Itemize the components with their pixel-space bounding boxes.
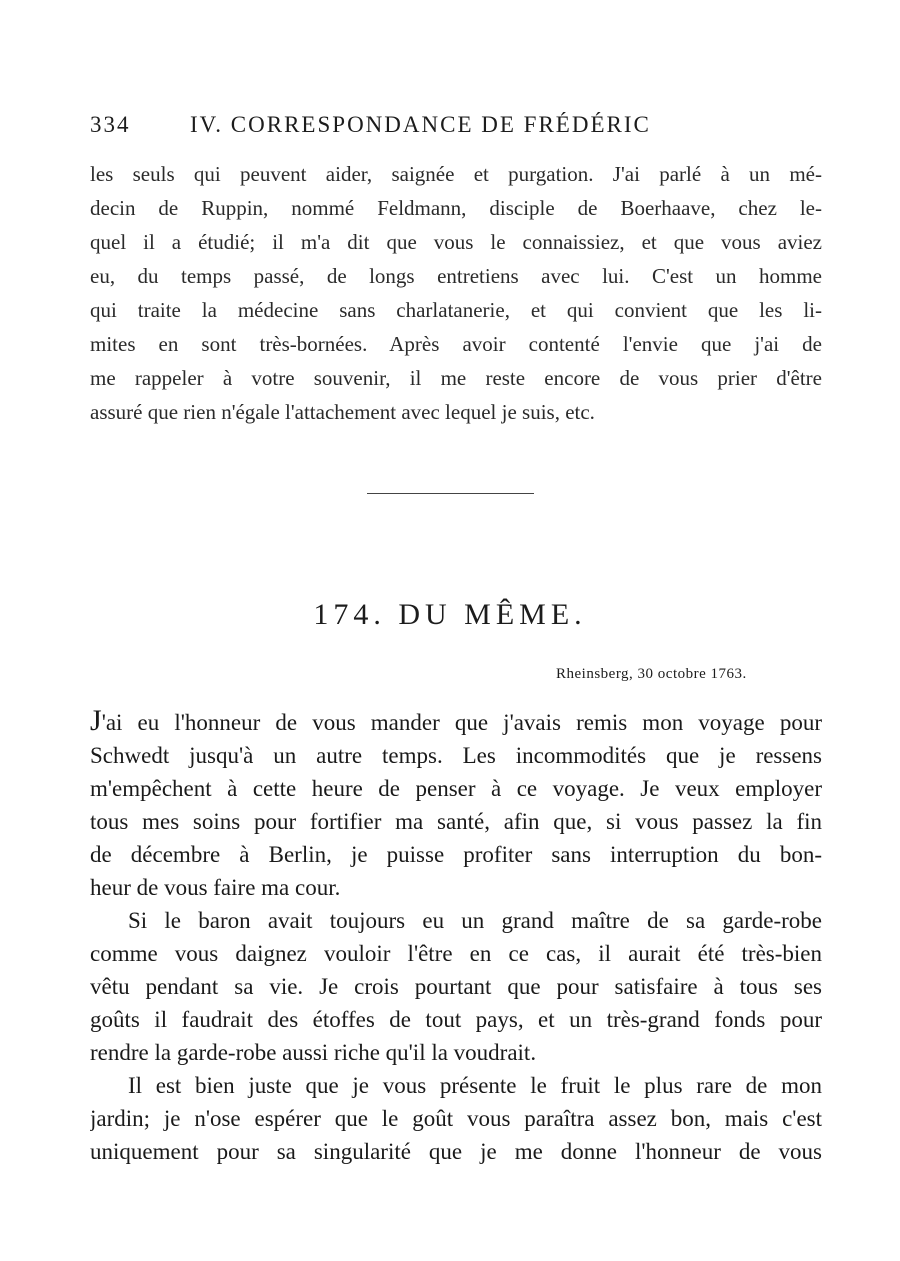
- text-line: comme vous daignez vouloir l'être en ce cas, il aurait été très-bien: [90, 941, 822, 966]
- text-line: m'empêchent à cette heure de penser à ce voyage. Je veux employer: [90, 776, 822, 801]
- text-line: vêtu pendant sa vie. Je crois pourtant que pour satisfaire à tous ses: [90, 974, 822, 999]
- letter-paragraph-3: [90, 1069, 822, 1168]
- text-line: me rappeler à votre souvenir, il me reste encore de vous prier d'être: [90, 366, 822, 390]
- text-line: qui traite la médecine sans charlatanerie, et qui convient que les li-: [90, 298, 822, 322]
- letter-paragraph-1: [90, 704, 822, 904]
- page-number: 334: [90, 112, 131, 137]
- text-line: goûts il faudrait des étoffes de tout pays, et un très-grand fonds pour: [90, 1007, 822, 1032]
- text-line: les seuls qui peuvent aider, saignée et purgation. J'ai parlé à un mé-: [90, 162, 822, 186]
- letter-title: 174. DU MÊME.: [313, 598, 587, 631]
- text-line: Si le baron avait toujours eu un grand maître de sa garde-robe: [128, 908, 822, 933]
- text-line: heur de vous faire ma cour.: [90, 875, 341, 900]
- text-line: decin de Ruppin, nommé Feldmann, disciple de Boerhaave, chez le-: [90, 196, 822, 220]
- text-line: assuré que rien n'égale l'attachement avec lequel je suis, etc.: [90, 400, 595, 424]
- text-line: tous mes soins pour fortifier ma santé, afin que, si vous passez la fin: [90, 809, 822, 834]
- initial-letter: J: [90, 704, 102, 737]
- text-line: quel il a étudié; il m'a dit que vous le connaissiez, et que vous aviez: [90, 230, 822, 254]
- continued-paragraph: [90, 157, 822, 429]
- section-divider: [367, 493, 534, 494]
- running-head: [90, 112, 730, 142]
- text-line: jardin; je n'ose espérer que le goût vous paraîtra assez bon, mais c'est: [90, 1106, 822, 1131]
- running-title: IV. CORRESPONDANCE DE FRÉDÉRIC: [190, 112, 651, 137]
- text-line: rendre la garde-robe aussi riche qu'il la voudrait.: [90, 1040, 537, 1065]
- text-line: eu, du temps passé, de longs entretiens avec lui. C'est un homme: [90, 264, 822, 288]
- text-line: [90, 704, 822, 739]
- text-line: uniquement pour sa singularité que je me donne l'honneur de vous: [90, 1139, 822, 1164]
- dateline: Rheinsberg, 30 octobre 1763.: [556, 666, 747, 682]
- text-line: Schwedt jusqu'à un autre temps. Les incommodités que je ressens: [90, 743, 822, 768]
- text-line: de décembre à Berlin, je puisse profiter sans interruption du bon-: [90, 842, 822, 867]
- text-line: Il est bien juste que je vous présente le fruit le plus rare de mon: [128, 1073, 822, 1098]
- text-line: mites en sont très-bornées. Après avoir contenté l'envie que j'ai de: [90, 332, 822, 356]
- letter-paragraph-2: [90, 904, 822, 1069]
- text-line-rest: 'ai eu l'honneur de vous mander que j'avais remis mon voyage pour: [101, 710, 822, 735]
